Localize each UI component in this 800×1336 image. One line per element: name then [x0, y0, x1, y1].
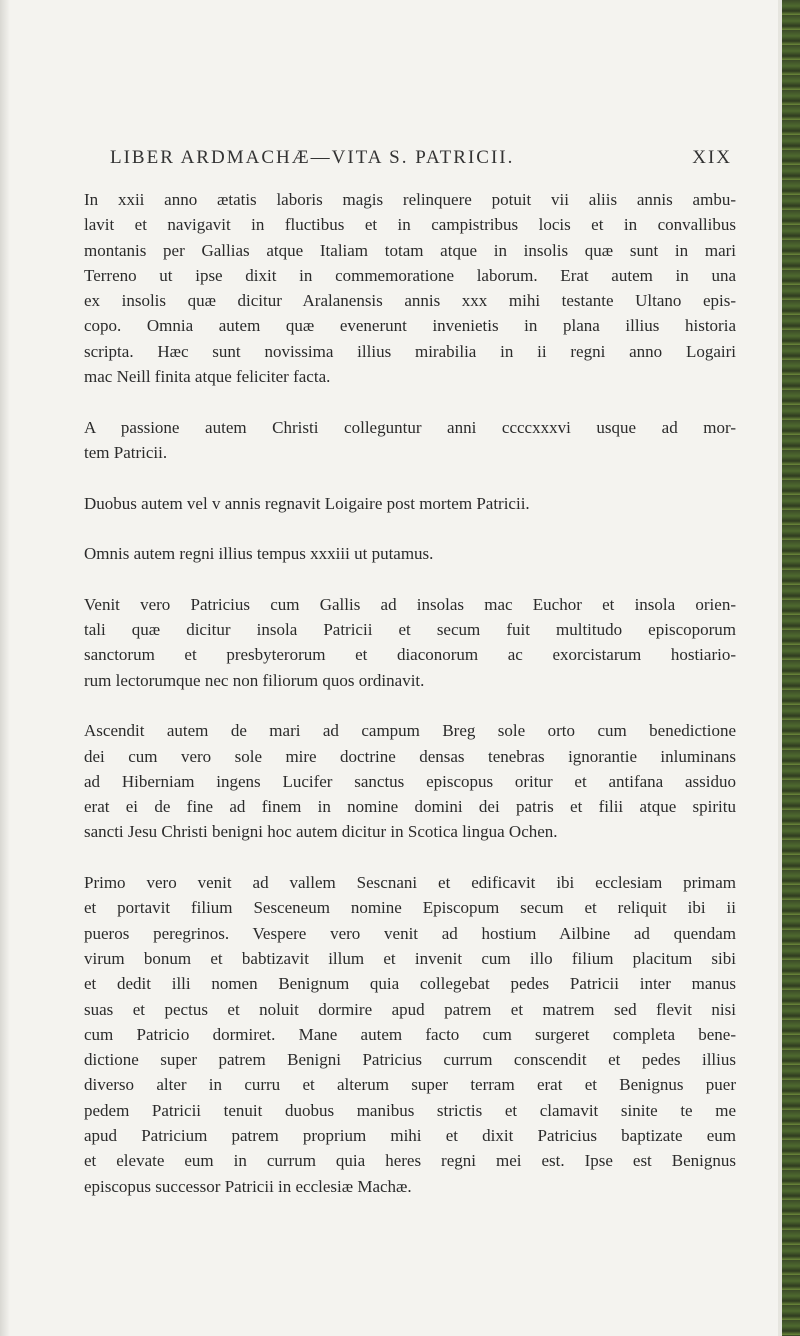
- text-line: Primo vero venit ad vallem Sescnani et edificavit ibi ecclesiam primam: [84, 873, 736, 893]
- running-header: [110, 147, 732, 169]
- page-number: XIX: [692, 147, 732, 168]
- text-line: sancti Jesu Christi benigni hoc autem dicitur in Scotica lingua Ochen.: [84, 822, 558, 842]
- paragraph: [84, 187, 736, 389]
- text-line: Duobus autem vel v annis regnavit Loigaire post mortem Patricii.: [84, 493, 530, 513]
- text-line: dei cum vero sole mire doctrine densas tenebras ignorantie inluminans: [84, 746, 736, 766]
- text-line: Ascendit autem de mari ad campum Breg sole orto cum benedictione: [84, 721, 736, 741]
- text-line: rum lectorumque nec non filiorum quos ordinavit.: [84, 670, 425, 690]
- text-line: copo. Omnia autem quæ evenerunt invenietis in plana illius historia: [84, 316, 736, 336]
- text-line: Omnis autem regni illius tempus xxxiii ut putamus.: [84, 544, 434, 564]
- text-line: sanctorum et presbyterorum et diaconorum ac exorcistarum hostiario-: [84, 645, 736, 665]
- running-title: LIBER ARDMACHÆ—VITA S. PATRICII.: [110, 147, 515, 168]
- text-line: montanis per Gallias atque Italiam totam atque in insolis quæ sunt in mari: [84, 240, 736, 260]
- text-line: Venit vero Patricius cum Gallis ad insolas mac Euchor et insola orien-: [84, 594, 736, 614]
- text-line: cum Patricio dormiret. Mane autem facto cum surgeret completa bene-: [84, 1024, 736, 1044]
- text-line: Terreno ut ipse dixit in commemoratione laborum. Erat autem in una: [84, 265, 736, 285]
- text-line: tali quæ dicitur insola Patricii et secum fuit multitudo episcoporum: [84, 620, 736, 640]
- paragraph: [84, 718, 736, 844]
- paragraph: [84, 415, 736, 466]
- text-line: suas et pectus et noluit dormire apud patrem et matrem sed flevit nisi: [84, 999, 736, 1019]
- text-line: erat ei de fine ad finem in nomine domini dei patris et filii atque spiritu: [84, 797, 736, 817]
- page-left-edge: [0, 0, 10, 1336]
- text-line: ad Hiberniam ingens Lucifer sanctus episcopus oritur et antifana assiduo: [84, 771, 736, 791]
- text-line: pedem Patricii tenuit duobus manibus strictis et clamavit sinite te me: [84, 1100, 736, 1120]
- paragraph: [84, 541, 736, 566]
- text-line: mac Neill finita atque feliciter facta.: [84, 367, 331, 387]
- paragraph: [84, 592, 736, 693]
- paragraph: [84, 491, 736, 516]
- text-line: pueros peregrinos. Vespere vero venit ad hostium Ailbine ad quendam: [84, 923, 736, 943]
- binding-edge: [782, 0, 800, 1336]
- text-line: episcopus successor Patricii in ecclesiæ Machæ.: [84, 1176, 412, 1196]
- body-text: [84, 187, 736, 1224]
- text-line: diverso alter in curru et alterum super terram erat et Benignus puer: [84, 1075, 736, 1095]
- text-line: et portavit filium Sesceneum nomine Episcopum secum et reliquit ibi ii: [84, 898, 736, 918]
- text-line: A passione autem Christi colleguntur anni ccccxxxvi usque ad mor-: [84, 417, 736, 437]
- text-line: apud Patricium patrem proprium mihi et dixit Patricius baptizate eum: [84, 1125, 736, 1145]
- text-line: dictione super patrem Benigni Patricius currum conscendit et pedes illius: [84, 1050, 736, 1070]
- text-line: et elevate eum in currum quia heres regni mei est. Ipse est Benignus: [84, 1151, 736, 1171]
- text-line: virum bonum et babtizavit illum et invenit cum illo filium placitum sibi: [84, 948, 736, 968]
- text-line: In xxii anno ætatis laboris magis relinquere potuit vii aliis annis ambu-: [84, 190, 736, 209]
- text-line: et dedit illi nomen Benignum quia collegebat pedes Patricii inter manus: [84, 974, 736, 994]
- text-line: lavit et navigavit in fluctibus et in campistribus locis et in convallibus: [84, 215, 736, 235]
- text-line: scripta. Hæc sunt novissima illius mirabilia in ii regni anno Logairi: [84, 341, 736, 361]
- paragraph: [84, 870, 736, 1199]
- text-line: tem Patricii.: [84, 442, 168, 462]
- text-line: ex insolis quæ dicitur Aralanensis annis xxx mihi testante Ultano epis-: [84, 291, 736, 311]
